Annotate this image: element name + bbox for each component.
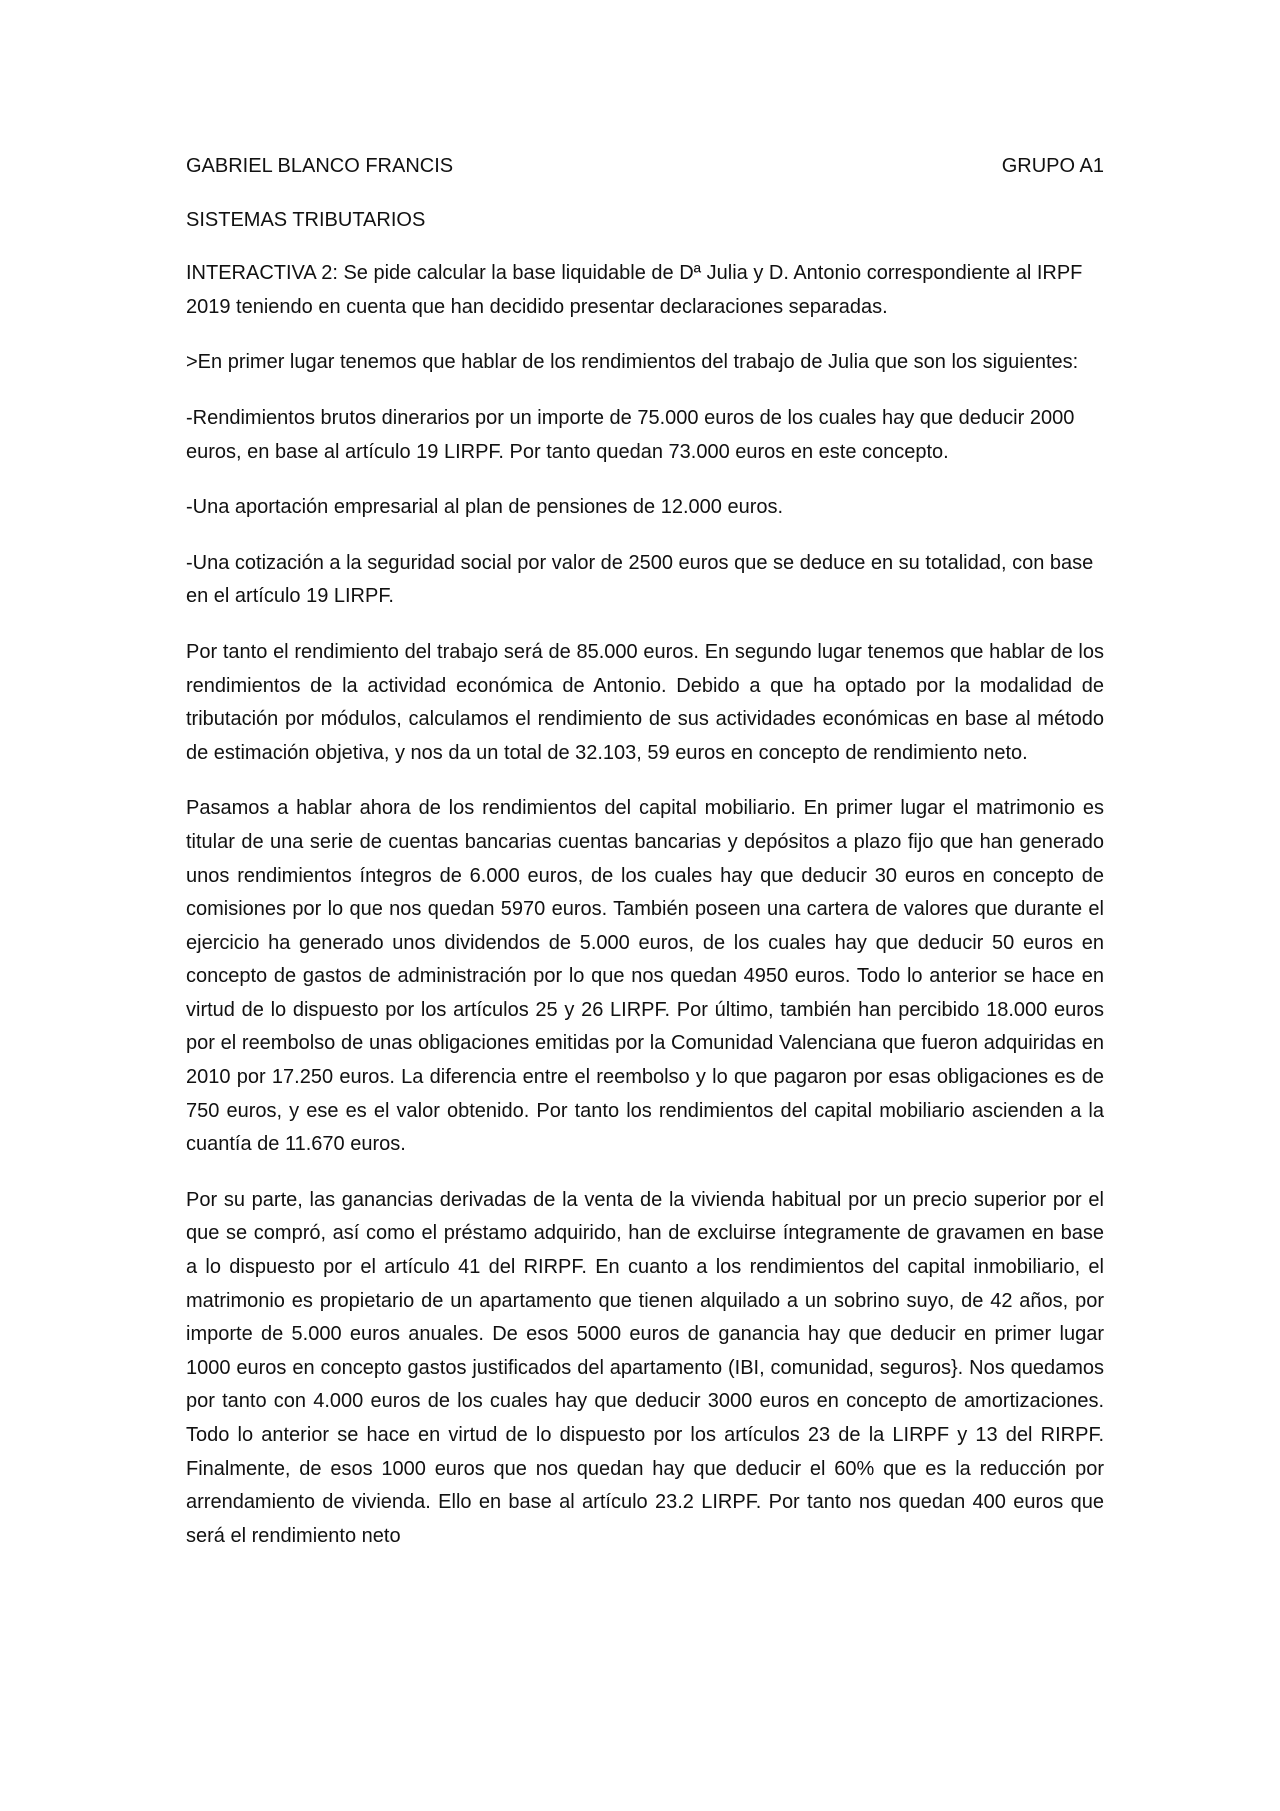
paragraph-movable-capital: Pasamos a hablar ahora de los rendimientos del capital mobiliario. En primer lugar el matrimonio es titular de una serie de cuentas bancarias cuentas bancarias y depósitos a plazo fijo que han generado unos rendimientos íntegros de 6.000 euros, de los cuales hay que deducir 30 euros en concepto de comisiones por lo que nos quedan 5970 euros. También poseen una cartera de valores que durante el ejercicio ha generado unos dividendos de 5.000 euros, de los cuales hay que deducir 50 euros en concepto de gastos de administración por lo que nos quedan 4950 euros. Todo lo anterior se hace en virtud de lo dispuesto por los artículos 25 y 26 LIRPF. Por último, también han percibido 18.000 euros por el reembolso de unas obligaciones emitidas por la Comunidad Valenciana que fueron adquiridas en 2010 por 17.250 euros. La diferencia entre el reembolso y lo que pagaron por esas obligaciones es de 750 euros, y ese es el valor obtenido. Por tanto los rendimientos del capital mobiliario ascienden a la cuantía de 11.670 euros. [186,797,1104,1156]
paragraph-intro-julia: >En primer lugar tenemos que hablar de los rendimientos del trabajo de Julia que son los siguientes: [186,351,1079,374]
document-page [186,150,1104,1575]
group-label: GRUPO A1 [1001,155,1104,177]
subject-title: SISTEMAS TRIBUTARIOS [186,208,426,231]
paragraph-social-security: -Una cotización a la seguridad social por valor de 2500 euros que se deduce en su totalidad, con base en el artículo 19 LIRPF. [186,551,1094,608]
paragraph-economic-activity: Por tanto el rendimiento del trabajo será de 85.000 euros. En segundo lugar tenemos que hablar de los rendimientos de la actividad económica de Antonio. Debido a que ha optado por la modalidad de tributación por módulos, calculamos el rendimiento de sus actividades económicas en base al método de estimación objetiva, y nos da un total de 32.103, 59 euros en concepto de rendimiento neto. [186,640,1104,764]
paragraph-assignment: INTERACTIVA 2: Se pide calcular la base liquidable de Dª Julia y D. Antonio correspondiente al IRPF 2019 teniendo en cuenta que han decidido presentar declaraciones separadas. [186,262,1083,318]
paragraph-gross-income: -Rendimientos brutos dinerarios por un importe de 75.000 euros de los cuales hay que deducir 2000 euros, en base al artículo 19 LIRPF. Por tanto quedan 73.000 euros en este concepto. [186,406,1075,463]
author-name: GABRIEL BLANCO FRANCIS [186,155,454,177]
paragraph-real-estate-capital: Por su parte, las ganancias derivadas de la venta de la vivienda habitual por un precio superior por el que se compró, así como el préstamo adquirido, han de excluirse íntegramente de gravamen en base a lo dispuesto por el artículo 41 del RIRPF. En cuanto a los rendimientos del capital inmobiliario, el matrimonio es propietario de un apartamento que tienen alquilado a un sobrino suyo, de 42 años, por importe de 5.000 euros anuales. De esos 5000 euros de ganancia hay que deducir en primer lugar 1000 euros en concepto gastos justificados del apartamento (IBI, comunidad, seguros}. Nos quedamos por tanto con 4.000 euros de los cuales hay que deducir 3000 euros en concepto de amortizaciones. Todo lo anterior se hace en virtud de lo dispuesto por los artículos 23 de la LIRPF y 13 del RIRPF. Finalmente, de esos 1000 euros que nos quedan hay que deducir el 60% que es la reducción por arrendamiento de vivienda. Ello en base al artículo 23.2 LIRPF. Por tanto nos quedan 400 euros que será el rendimiento neto [186,1188,1104,1547]
document-header [186,150,1104,184]
paragraph-pension-contribution: -Una aportación empresarial al plan de pensiones de 12.000 euros. [186,496,784,519]
